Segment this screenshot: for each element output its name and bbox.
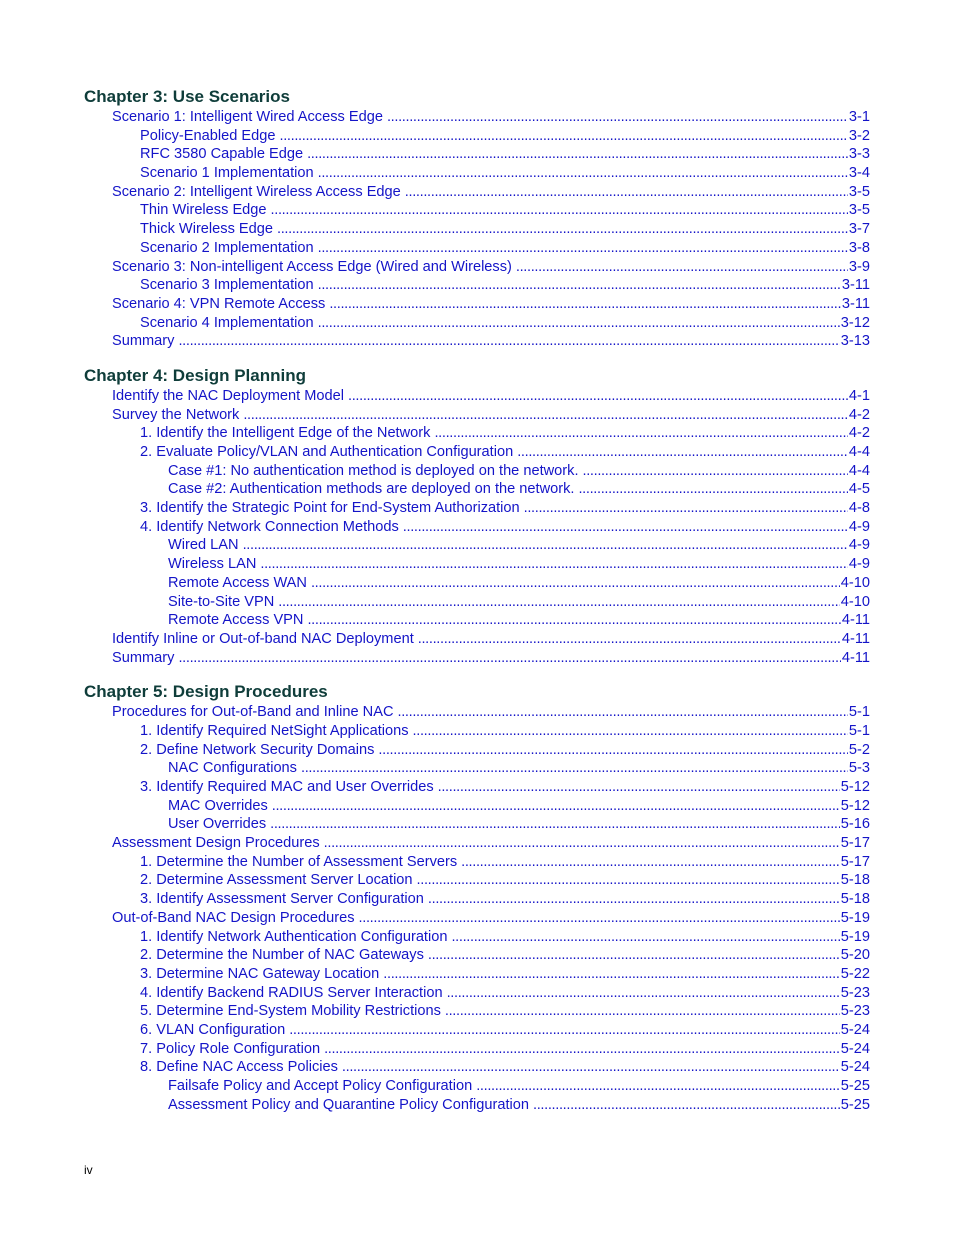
dot-leader — [434, 424, 847, 443]
toc-entry-link[interactable] — [84, 1002, 870, 1021]
dot-leader — [405, 183, 848, 202]
toc-entry-label: Thin Wireless Edge — [140, 202, 267, 219]
dot-leader — [279, 127, 847, 146]
toc-entry-link[interactable] — [84, 909, 870, 928]
toc-entry-page: 5-20 — [840, 947, 870, 964]
toc-entry-label: 3. Identify Assessment Server Configuration — [140, 891, 424, 908]
chapter-entries — [84, 108, 870, 351]
toc-entry-label: 1. Identify Required NetSight Applications — [140, 722, 409, 739]
toc-entry-label: Scenario 3: Non-intelligent Access Edge (Wired and Wireless) — [112, 258, 512, 275]
toc-entry-page: 5-24 — [840, 1040, 870, 1057]
toc-entry-page: 4-11 — [841, 612, 870, 629]
toc-entry-link[interactable] — [84, 201, 870, 220]
toc-entry-link[interactable] — [84, 946, 870, 965]
toc-entry-link[interactable] — [84, 536, 870, 555]
toc-entry-link[interactable] — [84, 703, 870, 722]
toc-entry-page: 4-10 — [840, 574, 870, 591]
toc-entry-link[interactable] — [84, 574, 870, 593]
toc-entry-link[interactable] — [84, 928, 870, 947]
dot-leader — [348, 387, 848, 406]
toc-entry-label: 5. Determine End-System Mobility Restrictions — [140, 1003, 441, 1020]
toc-entry-link[interactable] — [84, 722, 870, 741]
toc-entry-page: 3-3 — [848, 146, 870, 163]
toc-entry-link[interactable] — [84, 797, 870, 816]
dot-leader — [516, 258, 848, 277]
dot-leader — [387, 108, 848, 127]
toc-entry-label: MAC Overrides — [168, 797, 268, 814]
toc-entry-link[interactable] — [84, 1096, 870, 1115]
toc-entry-link[interactable] — [84, 332, 870, 351]
dot-leader — [301, 759, 848, 778]
toc-entry-link[interactable] — [84, 630, 870, 649]
toc-entry-page: 5-17 — [840, 853, 870, 870]
toc-entry-label: 7. Policy Role Configuration — [140, 1040, 321, 1057]
dot-leader — [533, 1096, 840, 1115]
toc-entry-page: 5-19 — [840, 928, 870, 945]
toc-entry-label: Policy-Enabled Edge — [140, 127, 276, 144]
toc-entry-label: Scenario 4: VPN Remote Access — [112, 295, 326, 312]
dot-leader — [578, 480, 847, 499]
toc-entry-page: 5-16 — [840, 816, 870, 833]
toc-entry-page: 5-25 — [840, 1096, 870, 1113]
toc-entry-page: 5-25 — [840, 1078, 870, 1094]
dot-leader — [383, 965, 839, 984]
toc-entry-label: 8. Define NAC Access Policies — [140, 1059, 338, 1076]
toc-entry-link[interactable] — [84, 1021, 870, 1040]
toc-entry-link[interactable] — [84, 387, 870, 406]
toc-entry-link[interactable] — [84, 984, 870, 1003]
dot-leader — [428, 946, 840, 965]
toc-entry-label: 1. Identify Network Authentication Configuration — [140, 928, 448, 945]
toc-entry-label: Procedures for Out-of-Band and Inline NAC — [112, 704, 394, 721]
dot-leader — [178, 649, 840, 668]
toc-entry-link[interactable] — [84, 183, 870, 202]
toc-entry-label: Summary — [112, 649, 175, 666]
toc-entry-label: Wireless LAN — [168, 556, 257, 573]
dot-leader — [428, 890, 840, 909]
toc-entry-label: Scenario 1 Implementation — [140, 165, 314, 182]
dot-leader — [413, 722, 848, 741]
toc-entry-label: Assessment Policy and Quarantine Policy Configuration — [168, 1096, 529, 1113]
dot-leader — [307, 611, 840, 630]
toc-entry-link[interactable] — [84, 1077, 870, 1096]
toc-entry-link[interactable] — [84, 127, 870, 146]
toc-entry-link[interactable] — [84, 518, 870, 537]
toc-entry-link[interactable] — [84, 258, 870, 277]
toc-entry-page: 5-3 — [848, 760, 870, 777]
toc-entry-label: 2. Determine Assessment Server Location — [140, 872, 413, 889]
toc-entry-label: Thick Wireless Edge — [140, 221, 274, 238]
toc-entry-link[interactable] — [84, 295, 870, 314]
toc-entry-link[interactable] — [84, 555, 870, 574]
toc-entry-label: Identify the NAC Deployment Model — [112, 387, 344, 404]
toc-entry-label: Scenario 1: Intelligent Wired Access Edge — [112, 109, 383, 125]
toc-entry-page: 3-5 — [848, 202, 870, 219]
dot-leader — [461, 853, 840, 872]
chapter-section — [84, 86, 870, 351]
dot-leader — [270, 815, 840, 834]
toc-entry-label: Assessment Design Procedures — [112, 835, 320, 852]
dot-leader — [342, 1058, 840, 1077]
toc-entry-link[interactable] — [84, 406, 870, 425]
toc-entry-label: 2. Define Network Security Domains — [140, 741, 375, 758]
toc-entry-label: User Overrides — [168, 816, 267, 833]
toc-entry-page: 5-19 — [840, 909, 870, 926]
toc-entry-link[interactable] — [84, 145, 870, 164]
chapter-title: Chapter 4: Design Planning — [84, 365, 306, 385]
toc-entry-label: 2. Evaluate Policy/VLAN and Authentication Configuration — [140, 444, 514, 460]
table-of-contents — [84, 86, 870, 1128]
dot-leader — [324, 834, 840, 853]
dot-leader — [318, 276, 841, 295]
toc-entry-page: 4-4 — [848, 444, 870, 460]
toc-entry-label: Case #2: Authentication methods are deployed on the network. — [168, 481, 575, 498]
toc-entry-label: Case #1: No authentication method is deployed on the network. — [168, 462, 579, 479]
toc-entry-label: Scenario 3 Implementation — [140, 277, 314, 294]
toc-entry-label: Out-of-Band NAC Design Procedures — [112, 909, 355, 926]
toc-entry-label: NAC Configurations — [168, 760, 297, 777]
toc-entry-page: 5-24 — [840, 1021, 870, 1038]
chapter-section — [84, 681, 870, 1114]
dot-leader — [272, 797, 840, 816]
toc-entry-page: 4-2 — [848, 406, 870, 423]
chapter-entries — [84, 703, 870, 1114]
toc-entry-page: 3-4 — [848, 165, 870, 182]
toc-entry-link[interactable] — [84, 164, 870, 183]
toc-entry-page: 3-12 — [840, 314, 870, 331]
toc-entry-page: 4-1 — [848, 387, 870, 404]
toc-entry-link[interactable] — [84, 593, 870, 612]
dot-leader — [438, 778, 840, 797]
toc-entry-label: 6. VLAN Configuration — [140, 1021, 286, 1038]
toc-entry-page: 4-5 — [848, 481, 870, 498]
toc-entry-label: Site-to-Site VPN — [168, 593, 275, 610]
toc-entry-link[interactable] — [84, 815, 870, 834]
toc-entry-page: 5-1 — [848, 722, 870, 739]
toc-entry-label: 3. Determine NAC Gateway Location — [140, 965, 380, 982]
toc-entry-page: 5-23 — [840, 1003, 870, 1020]
dot-leader — [318, 314, 840, 333]
toc-entry-link[interactable] — [84, 314, 870, 333]
toc-entry-page: 4-10 — [840, 593, 870, 610]
dot-leader — [271, 201, 848, 220]
toc-entry-link[interactable] — [84, 220, 870, 239]
dot-leader — [524, 499, 848, 518]
toc-entry-label: Wired LAN — [168, 537, 239, 554]
toc-entry-label: Identify Inline or Out-of-band NAC Deployment — [112, 630, 414, 647]
dot-leader — [445, 1002, 840, 1021]
toc-entry-link[interactable] — [84, 649, 870, 668]
toc-entry-link[interactable] — [84, 499, 870, 518]
toc-entry-page: 5-18 — [840, 872, 870, 889]
toc-entry-link[interactable] — [84, 834, 870, 853]
toc-entry-page: 5-23 — [840, 984, 870, 1001]
dot-leader — [359, 909, 840, 928]
toc-entry-page: 5-22 — [840, 965, 870, 982]
toc-entry-label: 1. Determine the Number of Assessment Servers — [140, 853, 458, 870]
toc-entry-page: 3-5 — [848, 183, 870, 200]
toc-entry-page: 5-18 — [840, 891, 870, 908]
toc-entry-page: 4-9 — [848, 556, 870, 573]
toc-entry-link[interactable] — [84, 741, 870, 760]
toc-entry-page: 5-12 — [840, 797, 870, 814]
toc-entry-page: 3-9 — [848, 258, 870, 275]
toc-entry-link[interactable] — [84, 276, 870, 295]
toc-entry-label: 4. Identify Network Connection Methods — [140, 518, 399, 535]
toc-entry-page: 3-11 — [841, 295, 870, 312]
toc-entry-label: Summary — [112, 333, 175, 350]
chapter-title: Chapter 5: Design Procedures — [84, 682, 328, 702]
toc-entry-page: 3-7 — [848, 221, 870, 238]
toc-entry-label: 3. Identify the Strategic Point for End-System Authorization — [140, 500, 520, 517]
toc-entry-link[interactable] — [84, 890, 870, 909]
dot-leader — [243, 536, 848, 555]
toc-entry-label: RFC 3580 Capable Edge — [140, 146, 304, 163]
toc-entry-link[interactable] — [84, 611, 870, 630]
toc-entry-label: Failsafe Policy and Accept Policy Configuration — [168, 1078, 473, 1094]
dot-leader — [397, 703, 847, 722]
toc-entry-link[interactable] — [84, 1058, 870, 1077]
toc-entry-label: Survey the Network — [112, 406, 240, 423]
dot-leader — [318, 164, 848, 183]
toc-entry-label: 1. Identify the Intelligent Edge of the Network — [140, 425, 431, 442]
toc-entry-link[interactable] — [84, 778, 870, 797]
dot-leader — [178, 332, 839, 351]
toc-entry-page: 4-11 — [841, 649, 870, 666]
toc-entry-label: Scenario 4 Implementation — [140, 314, 314, 331]
toc-entry-page: 4-4 — [848, 462, 870, 479]
toc-entry-page: 5-12 — [840, 779, 870, 795]
dot-leader — [278, 593, 840, 612]
toc-entry-link[interactable] — [84, 853, 870, 872]
chapter-entries — [84, 387, 870, 667]
toc-entry-page: 4-11 — [841, 630, 870, 647]
toc-entry-link[interactable] — [84, 871, 870, 890]
page-number: iv — [84, 1163, 93, 1177]
dot-leader — [324, 1040, 840, 1059]
toc-entry-link[interactable] — [84, 424, 870, 443]
dot-leader — [311, 574, 840, 593]
dot-leader — [403, 518, 848, 537]
chapter-section — [84, 365, 870, 667]
toc-entry-page: 5-24 — [840, 1059, 870, 1076]
toc-entry-label: Scenario 2: Intelligent Wireless Access Edge — [112, 183, 401, 200]
dot-leader — [260, 555, 848, 574]
toc-entry-link[interactable] — [84, 965, 870, 984]
toc-entry-label: Scenario 2 Implementation — [140, 239, 314, 256]
dot-leader — [277, 220, 848, 239]
toc-entry-page: 3-1 — [848, 109, 870, 125]
dot-leader — [417, 871, 840, 890]
dot-leader — [447, 984, 840, 1003]
toc-entry-page: 5-17 — [840, 835, 870, 852]
dot-leader — [476, 1077, 840, 1096]
toc-entry-page: 4-9 — [848, 518, 870, 535]
chapter-title: Chapter 3: Use Scenarios — [84, 87, 290, 106]
dot-leader — [318, 239, 848, 258]
toc-entry-label: Remote Access VPN — [168, 612, 304, 629]
toc-entry-link[interactable] — [84, 108, 870, 127]
dot-leader — [329, 295, 841, 314]
toc-entry-label: 3. Identify Required MAC and User Overrides — [140, 779, 434, 795]
toc-entry-page: 4-2 — [848, 425, 870, 442]
toc-entry-page: 4-9 — [848, 537, 870, 554]
toc-entry-page: 4-8 — [848, 500, 870, 517]
dot-leader — [289, 1021, 840, 1040]
dot-leader — [307, 145, 848, 164]
toc-entry-page: 3-13 — [840, 333, 870, 350]
toc-entry-page: 3-11 — [841, 277, 870, 294]
toc-entry-link[interactable] — [84, 480, 870, 499]
toc-entry-label: 4. Identify Backend RADIUS Server Interaction — [140, 984, 443, 1001]
toc-entry-link[interactable] — [84, 443, 870, 462]
toc-entry-page: 5-2 — [848, 741, 870, 758]
toc-entry-page: 3-8 — [848, 239, 870, 256]
dot-leader — [243, 406, 848, 425]
dot-leader — [583, 462, 848, 481]
toc-entry-link[interactable] — [84, 239, 870, 258]
toc-entry-link[interactable] — [84, 1040, 870, 1059]
dot-leader — [418, 630, 841, 649]
dot-leader — [378, 741, 848, 760]
toc-entry-page: 5-1 — [848, 704, 870, 721]
toc-entry-link[interactable] — [84, 462, 870, 481]
dot-leader — [451, 928, 839, 947]
dot-leader — [517, 443, 848, 462]
toc-entry-link[interactable] — [84, 759, 870, 778]
toc-entry-label: Remote Access WAN — [168, 574, 307, 591]
toc-entry-page: 3-2 — [848, 127, 870, 144]
toc-entry-label: 2. Determine the Number of NAC Gateways — [140, 947, 424, 964]
